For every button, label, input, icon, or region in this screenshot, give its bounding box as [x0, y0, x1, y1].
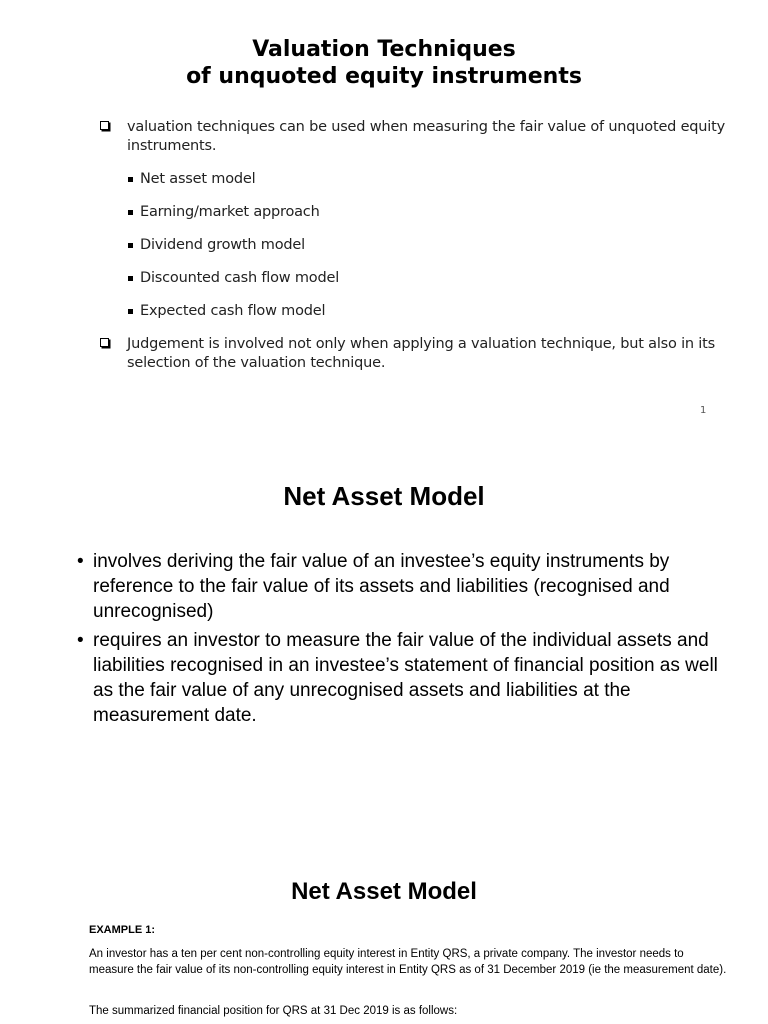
- slide-title: [0, 36, 768, 90]
- page-number: 1: [700, 405, 707, 416]
- model-label: Earning/market approach: [140, 204, 320, 220]
- example-paragraph-2: The summarized financial position for QRS at 31 Dec 2019 is as follows:: [89, 1005, 458, 1017]
- checkbox-bullet-icon: [100, 338, 109, 347]
- bullet-item: [75, 628, 725, 728]
- net-asset-model-title: Net Asset Model: [283, 481, 485, 511]
- square-bullet-icon: [128, 243, 133, 248]
- example-paragraph-1: An investor has a ten per cent non-controlling equity interest in Entity QRS, a private company. The investor needs to measure the fair value of its non-controlling equity interest in Entity QRS as of 31 December 2019 (ie the measurement date).: [89, 948, 727, 976]
- main-point-text: valuation techniques can be used when measuring the fair value of unquoted equity instruments.: [127, 119, 725, 154]
- model-label: Expected cash flow model: [140, 303, 326, 319]
- model-label: Dividend growth model: [140, 237, 305, 253]
- square-bullet-icon: [128, 210, 133, 215]
- model-item: [127, 302, 738, 321]
- model-item: [127, 269, 738, 288]
- model-label: Net asset model: [140, 171, 256, 187]
- example-label: EXAMPLE 1:: [89, 924, 156, 936]
- main-point-valuation: [98, 118, 738, 321]
- bullet-item: [75, 549, 725, 624]
- net-asset-model-example-title: Net Asset Model: [291, 878, 477, 905]
- title-line-1: Valuation Techniques: [252, 37, 516, 62]
- model-list: [127, 170, 738, 321]
- slide-valuation-techniques: [0, 0, 768, 430]
- square-bullet-icon: [128, 177, 133, 182]
- model-item: [127, 170, 738, 189]
- dot-bullet-icon: •: [77, 630, 84, 651]
- bullet-text: involves deriving the fair value of an investee’s equity instruments by reference to the fair value of its assets and liabilities (recognised and unrecognised): [93, 551, 670, 622]
- square-bullet-icon: [128, 276, 133, 281]
- model-item: [127, 203, 738, 222]
- dot-bullet-icon: •: [77, 551, 84, 572]
- checkbox-bullet-icon: [100, 121, 109, 130]
- title-line-2: of unquoted equity instruments: [186, 64, 582, 89]
- bullet-text: requires an investor to measure the fair value of the individual assets and liabilities recognised in an investee’s statement of financial position as well as the fair value of any unrecognised assets and liabilities at the measurement date.: [93, 630, 718, 726]
- square-bullet-icon: [128, 309, 133, 314]
- main-point-judgement: [98, 335, 738, 373]
- main-point-text: Judgement is involved not only when applying a valuation technique, but also in its selection of the valuation technique.: [127, 336, 715, 371]
- main-points-list: [98, 118, 738, 373]
- model-label: Discounted cash flow model: [140, 270, 340, 286]
- net-asset-bullets: [75, 549, 725, 732]
- model-item: [127, 236, 738, 255]
